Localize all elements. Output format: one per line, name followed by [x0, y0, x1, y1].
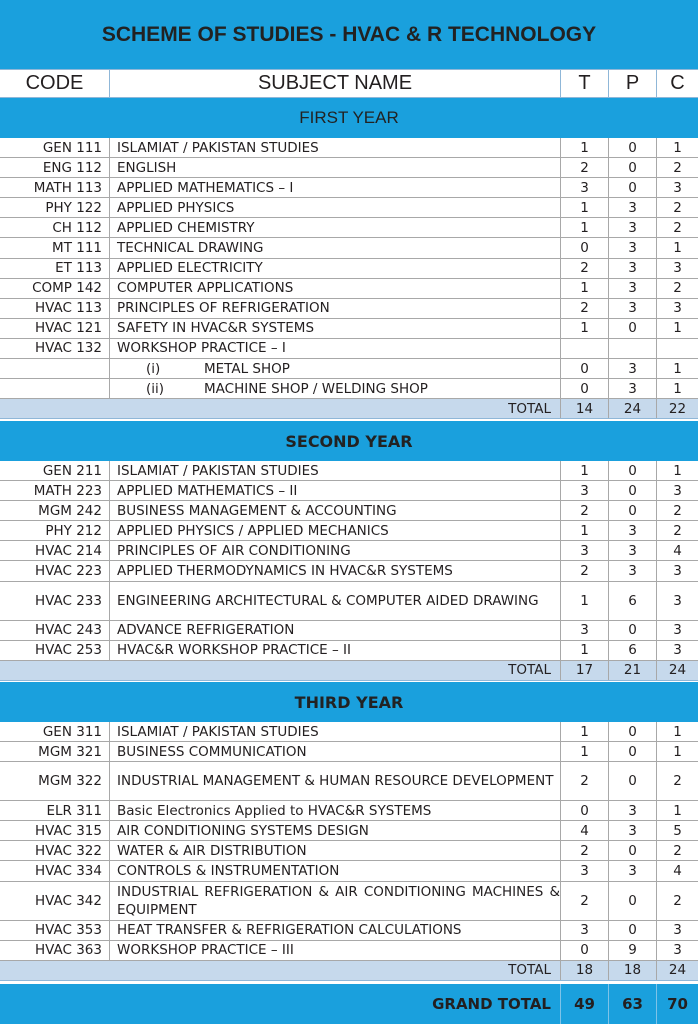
total-credit: 22 [668, 400, 687, 417]
table-row [0, 218, 698, 238]
table-row [0, 178, 698, 198]
subject-code: MATH 113 [0, 178, 110, 197]
total-practical: 18 [609, 961, 657, 980]
credit-hours: 3 [673, 622, 682, 639]
table-row [0, 198, 698, 218]
column-header-t: T [561, 70, 609, 97]
practical-hours: 3 [609, 238, 657, 257]
table-row [0, 461, 698, 481]
subject-code: HVAC 334 [0, 861, 110, 880]
theory-hours: 3 [561, 921, 609, 940]
subject-code: HVAC 353 [0, 921, 110, 940]
table-row [0, 941, 698, 961]
table-row [0, 481, 698, 501]
subject-name: PRINCIPLES OF AIR CONDITIONING [110, 541, 561, 560]
credit-hours: 1 [673, 802, 682, 819]
theory-hours: 0 [561, 941, 609, 960]
subject-name [110, 379, 561, 398]
theory-hours: 1 [561, 319, 609, 338]
credit-hours: 2 [673, 219, 682, 236]
subject-name: ISLAMIAT / PAKISTAN STUDIES [110, 722, 561, 741]
table-row [0, 621, 698, 641]
table-row [0, 521, 698, 541]
theory-hours: 1 [561, 742, 609, 761]
credit-hours: 3 [673, 942, 682, 959]
theory-hours: 1 [561, 279, 609, 298]
practical-hours: 0 [609, 138, 657, 157]
credit-hours: 1 [673, 139, 682, 156]
table-row [0, 319, 698, 339]
practical-hours: 3 [609, 561, 657, 580]
subject-name: CONTROLS & INSTRUMENTATION [110, 861, 561, 880]
first-year-heading: FIRST YEAR [0, 98, 698, 138]
subject-name: BUSINESS MANAGEMENT & ACCOUNTING [110, 501, 561, 520]
theory-hours: 3 [561, 621, 609, 640]
subject-name: PRINCIPLES OF REFRIGERATION [110, 299, 561, 318]
credit-hours: 2 [673, 522, 682, 539]
credit-hours: 2 [673, 892, 682, 909]
column-header-p: P [609, 70, 657, 97]
subject-code: MATH 223 [0, 481, 110, 500]
total-row [0, 399, 698, 419]
subject-code: GEN 111 [0, 138, 110, 157]
theory-hours: 2 [561, 882, 609, 920]
practical-hours: 0 [609, 742, 657, 761]
subject-code: GEN 211 [0, 461, 110, 480]
theory-hours: 1 [561, 641, 609, 660]
theory-hours: 3 [561, 178, 609, 197]
subject-code: PHY 122 [0, 198, 110, 217]
subject-name: ISLAMIAT / PAKISTAN STUDIES [110, 138, 561, 157]
theory-hours: 2 [561, 501, 609, 520]
table-row [0, 238, 698, 258]
total-theory: 14 [561, 399, 609, 418]
subject-name: WORKSHOP PRACTICE – I [110, 339, 561, 358]
subject-name [110, 359, 561, 378]
column-header-c: C [670, 72, 685, 94]
practical-hours: 6 [609, 641, 657, 660]
theory-hours: 2 [561, 841, 609, 860]
theory-hours: 0 [561, 379, 609, 398]
subject-code: HVAC 223 [0, 561, 110, 580]
table-sub-row [0, 379, 698, 399]
theory-hours: 0 [561, 359, 609, 378]
credit-hours: 3 [673, 922, 682, 939]
practical-hours: 0 [609, 841, 657, 860]
subject-name: APPLIED PHYSICS [110, 198, 561, 217]
subject-code: HVAC 132 [0, 339, 110, 358]
table-row [0, 841, 698, 861]
subject-code: ELR 311 [0, 801, 110, 820]
grand-total-c: 70 [667, 995, 688, 1013]
subject-name: ENGLISH [110, 158, 561, 177]
practical-hours: 0 [609, 481, 657, 500]
table-row [0, 158, 698, 178]
practical-hours: 3 [609, 541, 657, 560]
table-row [0, 762, 698, 801]
subject-name: WORKSHOP PRACTICE – III [110, 941, 561, 960]
credit-hours: 3 [673, 592, 682, 609]
sub-item-numeral: (i) [146, 360, 161, 377]
table-row [0, 821, 698, 841]
table-row [0, 501, 698, 521]
subject-code: HVAC 243 [0, 621, 110, 640]
table-row [0, 582, 698, 621]
subject-name: WATER & AIR DISTRIBUTION [110, 841, 561, 860]
table-row [0, 722, 698, 742]
subject-code: PHY 212 [0, 521, 110, 540]
credit-hours: 2 [673, 773, 682, 790]
table-row [0, 742, 698, 762]
table-row [0, 921, 698, 941]
subject-code: ENG 112 [0, 158, 110, 177]
practical-hours: 0 [609, 722, 657, 741]
theory-hours: 1 [561, 461, 609, 480]
subject-code: HVAC 113 [0, 299, 110, 318]
credit-hours: 3 [673, 179, 682, 196]
column-header-code: CODE [0, 70, 110, 97]
practical-hours: 3 [609, 299, 657, 318]
credit-hours: 1 [673, 380, 682, 397]
practical-hours: 0 [609, 461, 657, 480]
table-row [0, 279, 698, 299]
theory-hours: 1 [561, 582, 609, 620]
practical-hours: 0 [609, 319, 657, 338]
total-practical: 21 [609, 661, 657, 680]
table-row [0, 339, 698, 359]
credit-hours: 3 [673, 482, 682, 499]
practical-hours: 3 [609, 379, 657, 398]
total-row [0, 661, 698, 681]
subject-name: HVAC&R WORKSHOP PRACTICE – II [110, 641, 561, 660]
table-row [0, 801, 698, 821]
sub-item-name: MACHINE SHOP / WELDING SHOP [204, 380, 428, 397]
column-header-subject-name: SUBJECT NAME [110, 70, 561, 97]
page-title: SCHEME OF STUDIES - HVAC & R TECHNOLOGY [0, 0, 698, 69]
credit-hours: 1 [673, 320, 682, 337]
subject-name: APPLIED MATHEMATICS – II [110, 481, 561, 500]
total-credit: 24 [668, 662, 687, 679]
theory-hours: 2 [561, 299, 609, 318]
subject-code: HVAC 322 [0, 841, 110, 860]
subject-code: HVAC 363 [0, 941, 110, 960]
total-label: TOTAL [0, 961, 561, 980]
total-label: TOTAL [0, 399, 561, 418]
table-row [0, 541, 698, 561]
subject-name: INDUSTRIAL REFRIGERATION & AIR CONDITIONING MACHINES & EQUIPMENT [110, 882, 561, 920]
subject-code: MGM 321 [0, 742, 110, 761]
credit-hours: 1 [673, 723, 682, 740]
credit-hours: 2 [673, 502, 682, 519]
practical-hours: 0 [609, 882, 657, 920]
practical-hours: 3 [609, 259, 657, 278]
subject-code [0, 379, 110, 398]
subject-code: MGM 322 [0, 762, 110, 800]
subject-name: APPLIED CHEMISTRY [110, 218, 561, 237]
third-year-table [0, 722, 698, 981]
subject-code: CH 112 [0, 218, 110, 237]
subject-code: HVAC 233 [0, 582, 110, 620]
theory-hours: 2 [561, 259, 609, 278]
practical-hours: 9 [609, 941, 657, 960]
subject-code: MT 111 [0, 238, 110, 257]
credit-hours: 2 [673, 280, 682, 297]
theory-hours: 2 [561, 561, 609, 580]
subject-code [0, 359, 110, 378]
column-header-row [0, 69, 698, 98]
practical-hours: 3 [609, 279, 657, 298]
credit-hours: 5 [673, 822, 682, 839]
theory-hours: 2 [561, 762, 609, 800]
theory-hours: 1 [561, 722, 609, 741]
credit-hours: 1 [673, 360, 682, 377]
credit-hours: 1 [673, 462, 682, 479]
practical-hours: 3 [609, 801, 657, 820]
subject-name: APPLIED ELECTRICITY [110, 259, 561, 278]
grand-total-t: 49 [561, 984, 609, 1024]
subject-code: GEN 311 [0, 722, 110, 741]
table-row [0, 299, 698, 319]
theory-hours: 3 [561, 481, 609, 500]
practical-hours: 0 [609, 921, 657, 940]
subject-code: HVAC 253 [0, 641, 110, 660]
subject-name: HEAT TRANSFER & REFRIGERATION CALCULATIONS [110, 921, 561, 940]
practical-hours: 3 [609, 521, 657, 540]
practical-hours: 3 [609, 218, 657, 237]
credit-hours [657, 339, 698, 358]
subject-code: COMP 142 [0, 279, 110, 298]
practical-hours: 0 [609, 178, 657, 197]
practical-hours: 6 [609, 582, 657, 620]
theory-hours: 2 [561, 158, 609, 177]
credit-hours: 3 [673, 300, 682, 317]
subject-name: AIR CONDITIONING SYSTEMS DESIGN [110, 821, 561, 840]
total-practical: 24 [609, 399, 657, 418]
practical-hours: 3 [609, 359, 657, 378]
theory-hours: 1 [561, 521, 609, 540]
practical-hours: 0 [609, 158, 657, 177]
subject-code: HVAC 121 [0, 319, 110, 338]
subject-code: HVAC 315 [0, 821, 110, 840]
credit-hours: 4 [673, 863, 682, 880]
table-row [0, 882, 698, 921]
practical-hours: 0 [609, 501, 657, 520]
subject-name: COMPUTER APPLICATIONS [110, 279, 561, 298]
practical-hours: 3 [609, 198, 657, 217]
second-year-table [0, 461, 698, 681]
total-theory: 17 [561, 661, 609, 680]
total-row [0, 961, 698, 981]
practical-hours [609, 339, 657, 358]
credit-hours: 1 [673, 743, 682, 760]
credit-hours: 4 [673, 542, 682, 559]
subject-name: INDUSTRIAL MANAGEMENT & HUMAN RESOURCE DEVELOPMENT [110, 762, 561, 800]
theory-hours: 0 [561, 801, 609, 820]
total-label: TOTAL [0, 661, 561, 680]
table-row [0, 138, 698, 158]
grand-total-p: 63 [609, 984, 657, 1024]
theory-hours: 3 [561, 861, 609, 880]
theory-hours: 1 [561, 198, 609, 217]
table-row [0, 259, 698, 279]
theory-hours: 3 [561, 541, 609, 560]
credit-hours: 3 [673, 642, 682, 659]
subject-name: APPLIED THERMODYNAMICS IN HVAC&R SYSTEMS [110, 561, 561, 580]
subject-name: ENGINEERING ARCHITECTURAL & COMPUTER AIDED DRAWING [110, 582, 561, 620]
total-theory: 18 [561, 961, 609, 980]
theory-hours: 0 [561, 238, 609, 257]
second-year-heading: SECOND YEAR [0, 421, 698, 461]
sub-item-name: METAL SHOP [204, 360, 290, 377]
practical-hours: 3 [609, 861, 657, 880]
practical-hours: 0 [609, 762, 657, 800]
theory-hours: 1 [561, 138, 609, 157]
subject-code: ET 113 [0, 259, 110, 278]
subject-name: ADVANCE REFRIGERATION [110, 621, 561, 640]
subject-name: Basic Electronics Applied to HVAC&R SYSTEMS [110, 801, 561, 820]
credit-hours: 1 [673, 240, 682, 257]
subject-name: SAFETY IN HVAC&R SYSTEMS [110, 319, 561, 338]
subject-name: APPLIED MATHEMATICS – I [110, 178, 561, 197]
first-year-table [0, 138, 698, 419]
grand-total-label: GRAND TOTAL [0, 984, 561, 1024]
third-year-heading: THIRD YEAR [0, 682, 698, 722]
credit-hours: 3 [673, 260, 682, 277]
subject-code: HVAC 342 [0, 882, 110, 920]
grand-total-row [0, 984, 698, 1024]
theory-hours [561, 339, 609, 358]
credit-hours: 2 [673, 842, 682, 859]
subject-name: TECHNICAL DRAWING [110, 238, 561, 257]
subject-code: HVAC 214 [0, 541, 110, 560]
credit-hours: 2 [673, 199, 682, 216]
theory-hours: 1 [561, 218, 609, 237]
total-credit: 24 [668, 962, 687, 979]
table-sub-row [0, 359, 698, 379]
table-row [0, 641, 698, 661]
credit-hours: 2 [673, 159, 682, 176]
theory-hours: 4 [561, 821, 609, 840]
sub-item-numeral: (ii) [146, 380, 165, 397]
subject-name: BUSINESS COMMUNICATION [110, 742, 561, 761]
credit-hours: 3 [673, 563, 682, 580]
table-row [0, 861, 698, 881]
subject-name: ISLAMIAT / PAKISTAN STUDIES [110, 461, 561, 480]
subject-name: APPLIED PHYSICS / APPLIED MECHANICS [110, 521, 561, 540]
subject-code: MGM 242 [0, 501, 110, 520]
practical-hours: 3 [609, 821, 657, 840]
practical-hours: 0 [609, 621, 657, 640]
table-row [0, 561, 698, 581]
